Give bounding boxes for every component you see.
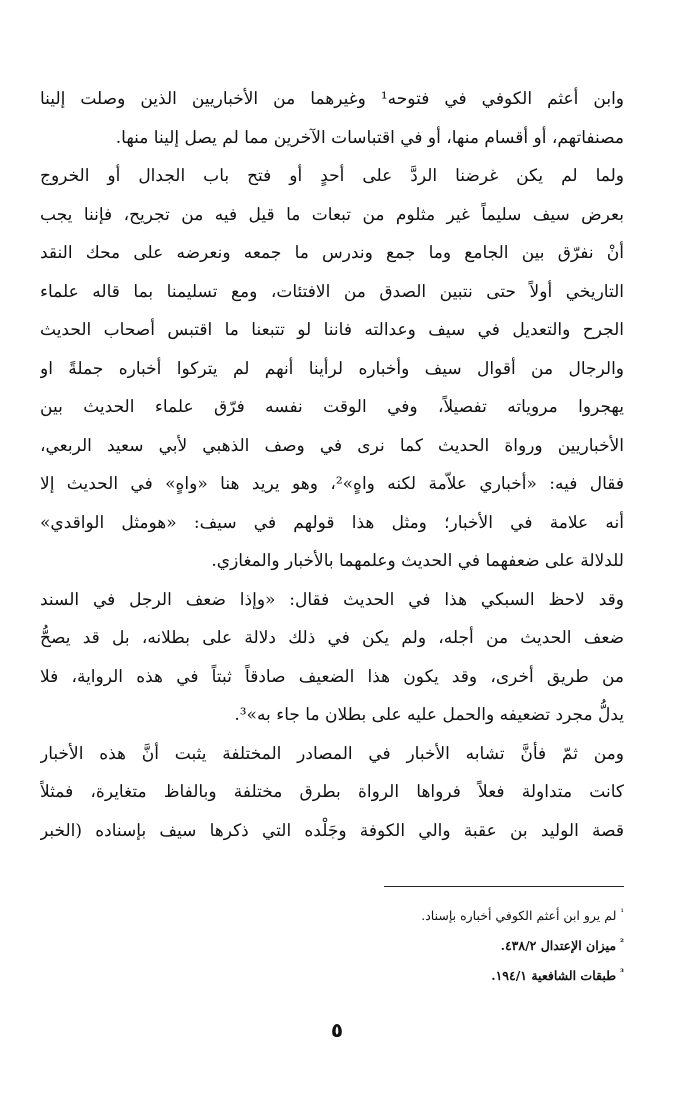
- text-line-2: مصنفاتهم، أو أقسام منها، أو في اقتباسات الآخرين مما لم يصل إلينا منها.: [115, 127, 624, 148]
- footnote-2: [300, 928, 624, 958]
- text-line-6: التاريخي أولاً حتى نتبين الصدق من الافتئات، ومع تسليمنا بما قاله علماء: [40, 281, 624, 302]
- text-line-16: من طريق أخرى، وقد يكون هذا الضعيف صادقاً ثبتاً في هذه الرواية، فلا: [40, 666, 624, 687]
- footnote-number: ¹: [620, 908, 624, 918]
- body-text: [40, 80, 624, 850]
- footnote-text: لم يرو ابن أعثم الكوفي أخباره بإسناد.: [421, 908, 617, 924]
- text-line-9: يهجروا مروياته تفصيلاً، وفي الوقت نفسه فرّق علماء الحديث بين: [40, 397, 624, 417]
- text-line-20: قصة الوليد بن عقبة والي الكوفة وجَلْده التي ذكرها سيف بإسناده (الخبر: [40, 820, 624, 841]
- text-line-7: الجرح والتعديل في سيف وعدالته فاننا لو تتبعنا ما اقتبس أصحاب الحديث: [40, 320, 624, 340]
- text-line-4: بعرض سيف سليماً غير مثلوم من تبعات ما قيل فيه من تجريح، فإننا يجب: [40, 204, 624, 225]
- footnote-text: ميزان الإعتدال ٤٣٨/٢.: [500, 938, 617, 954]
- text-line-18: ومن ثمّ فأنَّ تشابه الأخبار في المصادر المختلفة يثبت أنَّ هذه الأخبار: [40, 743, 624, 764]
- text-line-8: والرجال من أقوال سيف وأخباره لرأينا أنهم لم يتركوا أخباره جملةً او: [40, 358, 624, 379]
- footnote-number: ³: [620, 968, 624, 978]
- footnote-1: [300, 898, 624, 928]
- footnotes: [300, 898, 624, 988]
- text-line-3: ولما لم يكن غرضنا الردَّ على أحدٍ أو فتح باب الجدال أو الخروج: [40, 166, 624, 186]
- text-line-11: فقال فيه: «أخباري علاّمة لكنه واهٍ»²، وهو يريد هنا «واهٍ» في الحديث إلا: [40, 474, 624, 494]
- text-line-1: وابن أعثم الكوفي في فتوحه¹ وغيرهما من الأخباريين الذين وصلت إلينا: [40, 89, 624, 109]
- text-line-17: يدلُّ مجرد تضعيفه والحمل عليه على بطلان ما جاء به»³.: [234, 705, 624, 725]
- text-line-19: كانت متداولة فعلاً فرواها الرواة بطرق مختلفة وبالفاظ متغايرة، فمثلاً: [40, 782, 624, 802]
- text-line-14: وقد لاحظ السبكي هذا في الحديث فقال: «وإذا ضعف الرجل في السند: [40, 589, 624, 610]
- text-line-10: الأخباريين ورواة الحديث كما نرى في وصف الذهبي لأبي سعيد الربعي،: [40, 435, 624, 456]
- footnote-number: ²: [620, 938, 624, 948]
- page-number: ٥: [330, 1018, 344, 1042]
- footnote-separator: [384, 886, 624, 887]
- footnote-text: طبقات الشافعية ١٩٤/١.: [491, 968, 617, 984]
- text-line-5: أنْ نفرّق بين الجامع وما جمع وندرس ما جمعه ونعرضه على محك النقد: [40, 243, 624, 263]
- footnote-3: [300, 958, 624, 988]
- text-line-15: ضعف الحديث من أجله، ولم يكن في ذلك دلالة على بطلانه، بل قد يصحُّ: [40, 628, 624, 648]
- text-line-12: أنه علامة في الأخبار؛ ومثل هذا قولهم في سيف: «هومثل الواقدي»: [40, 512, 624, 533]
- text-line-13: للدلالة على ضعفهما في الحديث وعلمهما بالأخبار والمغازي.: [211, 551, 624, 571]
